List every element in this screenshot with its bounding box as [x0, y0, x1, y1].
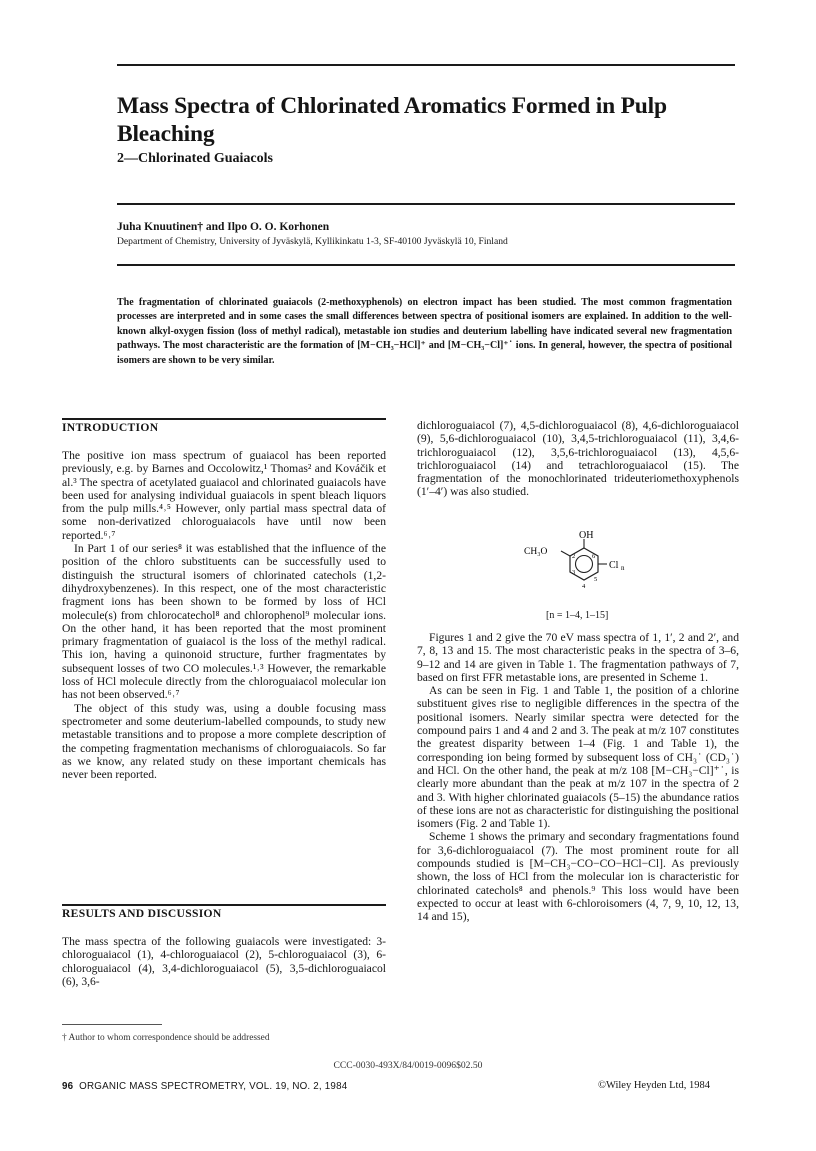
journal-name: ORGANIC MASS SPECTROMETRY, VOL. 19, NO. 2, 1984 — [79, 1081, 348, 1092]
intro-paragraph-1: The positive ion mass spectrum of guaiacol has been reported previously, e.g. by Barnes and Occolowitz,¹ Thomas² and Kováčik et al.³ The spectra of acetylated guaiacol and chlorinated guaiacols have been used for analysing individual guaiacols in spent bleach liquors from the pulp mills.⁴˒⁵ However, only partial mass spectral data of some non-derivatized chloroguaiacols have until now been reported.⁶˒⁷ — [62, 449, 386, 542]
footnote-rule — [62, 1024, 162, 1025]
affiliation: Department of Chemistry, University of Jyväskylä, Kyllikinkatu 1-3, SF-40100 Jyväskylä 10, Finland — [117, 236, 508, 247]
title-rule — [117, 203, 735, 205]
intro-paragraph-2: In Part 1 of our series⁸ it was established that the influence of the position of the chloro substituents can be successfully used to distinguish the structural isomers of chlorinated catechols (1,2-dihydroxybenzenes). In this respect, one of the most characteristic fragment ions has been shown to be formed by loss of HCl molecule(s) from chlorocatechol⁸ and chlorophenol⁹ molecular ions. On the other hand, it has been reported that the most prominent primary fragmentation of guaiacol is the loss of the methyl radical. This ion, having a quinonoid structure, further fragmentates by subsequent losses of two CO molecules.¹˒³ However, the remarkable loss of HCl molecule directly from the chloroguaiacol molecular ion has not been observed.⁶˒⁷ — [62, 542, 386, 702]
methoxy-label: CH₃O — [524, 547, 548, 557]
abstract: The fragmentation of chlorinated guaiacols (2-methoxyphenols) on electron impact has been studied. The most common fragmentation processes are interpreted and in some cases the small differences between spectra of positional isomers are explained. In addition to the well-known alkyl-oxygen fission (loss of methyl radical), metastable ion studies and deuterium labelling have indicated several new fragmentation pathways. The most characteristic are the formation of [M−CH₃−HCl]⁺ and [M−CH₃−Cl]⁺˙ ions. In general, however, the spectra of positional isomers are shown to be very similar. — [117, 297, 732, 366]
chlorine-subscript: n — [621, 564, 625, 572]
results-heading: RESULTS AND DISCUSSION — [62, 907, 222, 920]
article-title: Mass Spectra of Chlorinated Aromatics Formed in Pulp Bleaching — [117, 93, 667, 147]
guaiacol-structure-diagram — [524, 530, 662, 608]
intro-heading: INTRODUCTION — [62, 421, 159, 434]
page-number: 96 — [62, 1081, 74, 1092]
position-5: 5 — [594, 576, 598, 583]
right-paragraph-2: As can be seen in Fig. 1 and Table 1, the position of a chlorine substituent gives rise to negligible differences in the spectra of the positional isomers. Nearly similar spectra were detected for the compound pairs 1 and 4 and 2 and 3. The peak at m/z 107 constitutes the greatest disparity between 1–4 (Fig. 1 and Table 1), the corresponding ion being formed by subsequent loss of CH₃˙ (CD₃˙) and HCl. On the other hand, the peak at m/z 108 [M−CH₃−Cl]⁺˙, is clearly more abundant than the peak at m/z 107 in the spectra of 2 and 3. With higher chlorinated guaiacols (5–15) the abundance ratios of these ions are not as characteristic for distinguishing the positional isomers (Fig. 2 and Table 1). — [417, 684, 739, 831]
authors: Juha Knuutinen† and Ilpo O. O. Korhonen — [117, 221, 330, 233]
oh-label: OH — [579, 530, 594, 541]
results-rule — [62, 904, 386, 906]
affiliation-rule — [117, 264, 735, 266]
left-column-results — [62, 935, 386, 988]
right-paragraph-1: Figures 1 and 2 give the 70 eV mass spectra of 1, 1′, 2 and 2′, and 7, 8, 13 and 15. The most characteristic peaks in the spectra of 3–6, 9–12 and 14 are given in Table 1. The fragmentation pathways of 7, based on first FFR metastable ions, are presented in Scheme 1. — [417, 631, 739, 684]
position-4: 4 — [582, 583, 586, 590]
intro-paragraph-3: The object of this study was, using a double focusing mass spectrometer and some deuterium-labelled compounds, to study new metastable transitions and to propose a more complete description of the competing fragmentation mechanisms of chloroguaiacols. So far as we know, any related study on these important chemicals has never been reported. — [62, 701, 386, 782]
results-paragraph-1: The mass spectra of the following guaiacols were investigated: 3-chloroguaiacol (1), 4-chloroguaiacol (2), 5-chloroguaiacol (3), 6-chloroguaiacol (4), 3,4-dichloroguaiacol (5), 3,5-dichloroguaiacol (6), 3,6- — [62, 935, 386, 988]
journal-footer — [62, 1081, 347, 1092]
top-rule — [117, 64, 735, 66]
copyright: ©Wiley Heyden Ltd, 1984 — [598, 1080, 710, 1091]
position-6: 6 — [592, 553, 596, 560]
aromatic-circle — [576, 556, 593, 573]
footnote: † Author to whom correspondence should be addressed — [62, 1033, 270, 1043]
position-2: 2 — [572, 553, 576, 560]
right-paragraph-3: Scheme 1 shows the primary and secondary fragmentations found for 3,6-dichloroguaiacol (7). The most prominent route for all compounds studied is [M−CH₃−CO−CO−HCl−Cl]. As previously shown, the loss of HCl from the molecular ion is characteristic for chlorinated catechols⁸ and phenols.⁹ This loss would have been expected to occur at least with 6-chloroisomers (4, 7, 9, 10, 12, 13, 14 and 15), — [417, 830, 739, 924]
intro-rule — [62, 418, 386, 420]
issn-code: CCC-0030-493X/84/0019-0096$02.50 — [333, 1060, 483, 1071]
article-subtitle: 2—Chlorinated Guaiacols — [117, 151, 273, 166]
position-3: 3 — [572, 569, 576, 576]
left-column-intro — [62, 449, 386, 781]
methoxy-bond — [561, 551, 570, 556]
structure-caption: [n = 1–4, 1–15] — [546, 610, 609, 621]
right-column-main — [417, 631, 739, 924]
chlorine-label: Cl — [609, 560, 619, 571]
right-paragraph-0: dichloroguaiacol (7), 4,5-dichloroguaiacol (8), 4,6-dichloroguaiacol (9), 5,6-dichloroguaiacol (10), 3,4,5-trichloroguaiacol (11), 3,4,6-trichloroguaiacol (12), 3,5,6-trichloroguaiacol (13), 4,5,6-trichloroguaiacol (14) and tetrachloroguaiacol (15). The fragmentation of the monochlorinated trideuteriomethoxyphenols (1′–4′) was also studied. — [417, 419, 739, 499]
right-column-top — [417, 419, 739, 499]
